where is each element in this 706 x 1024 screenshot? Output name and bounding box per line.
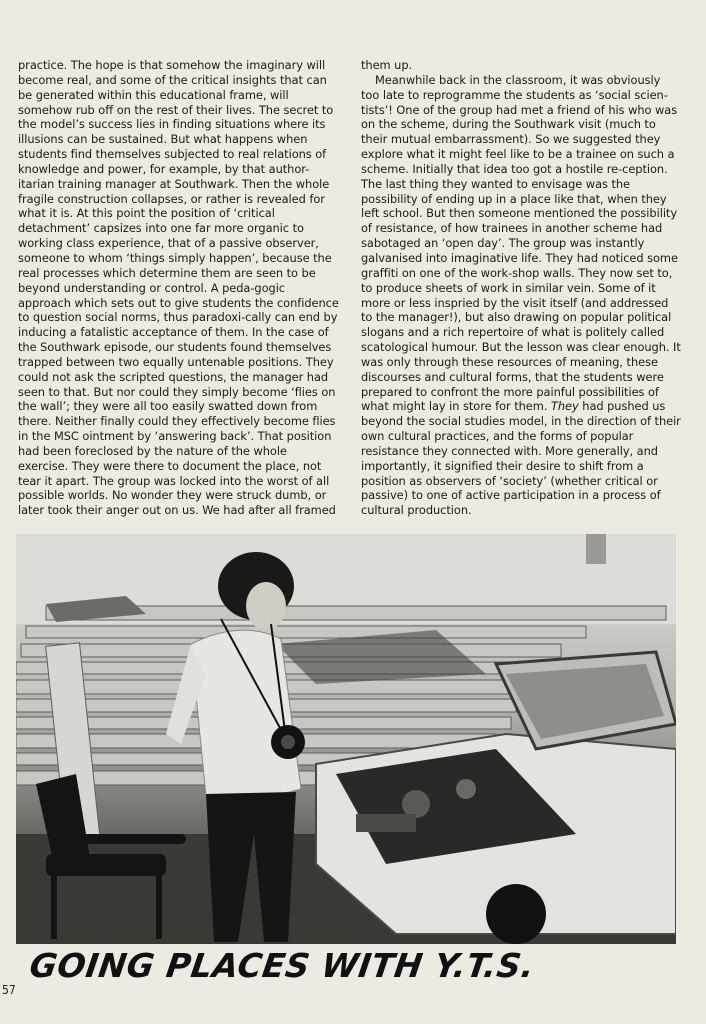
right-column-text-a: Meanwhile back in the classroom, it was obviously too late to reprogramme the students as ‘social scien-tists’! One of the group had met a friend of his who was on the scheme, during the Southwark visit (much to their mutual embarrassment). So we suggested they explore what it might feel like to be a trainee on such a scheme. Initially that idea too got a hostile re-ception. The last thing they wanted to envisage was the possibility of ending up in a place like that, when they left school. But then someone mentioned the possibility of resistance, of how trainees in another scheme had sabotaged an ‘open day’. The group was instantly galvanised into imaginative life. They had noticed some graffiti on one of the work-shop walls. They now set to, to produce sheets of work in similar vein. Some of it more or less inspried by the visit itself (and addressed to the manager!), but also drawing on popular political slogans and a rich repertoire of what is politely called scatological humour. But the lesson was clear enough. It was only through these resources of meaning, these discourses and cultural forms, that the students were prepared to confront the more painful possibilities of what might lay in store for them.: [361, 72, 681, 414]
page-number: 57: [2, 983, 16, 997]
left-column-text: practice. The hope is that somehow the imaginary will become real, and some of the critical insights that can be generated within this educational frame, will somehow rub off on the rest of their lives. The secret to the model’s success lies in finding situations where its illusions can be sustained. But what happens when students find themselves subjected to real relations of knowledge and power, for example, by that author-itarian training manager at Southwark. Then the whole fragile construction collapses, or rather is revealed for what it is. At this point the position of ‘critical detachment’ capsizes into one far more organic to working class experience, that of a passive observer, someone to whom ‘things simply happen’, because the real processes which determine them are seen to be beyond understanding or control. A peda-gogic approach which sets out to give students the confidence to question social norms, thus paradoxi-cally can end by inducing a fatalistic acceptance of them. In the case of the Southwark episode, our students found themselves trapped between two equally untenable positions. They could not ask the scripted questions, the manager had seen to that. But nor could they simply become ‘flies on the wall’; they were all too easily swatted down from there. Neither finally could they effectively become flies in the MSC ointment by ‘answering back’. That position had been foreclosed by the nature of the whole exercise. They were there to document the place, not tear it apart. The group was locked into the worst of all possible worlds. No wonder they were struck dumb, or later took their anger out on us. We had after all framed: [18, 58, 339, 518]
right-column-text-b: had pushed us beyond the social studies model, in the direction of their own cultural practices, and the forms of popular resistance they connected with. More generally, and importantly, it signified their desire to shift from a position as observers of ‘society’ (whether critical or passive) to one of active participation in a process of cultural production.: [361, 399, 681, 518]
left-text-column: [18, 58, 340, 518]
right-column-italic-they: They: [550, 399, 579, 414]
right-column-paragraph: [361, 73, 681, 518]
photo-student-with-car: [16, 534, 676, 944]
right-text-column: [361, 58, 681, 518]
right-column-first-line: them up.: [361, 58, 413, 72]
photo-caption: GOING PLACES WITH Y.T.S.: [27, 946, 538, 985]
photo-illustration: [16, 534, 676, 944]
